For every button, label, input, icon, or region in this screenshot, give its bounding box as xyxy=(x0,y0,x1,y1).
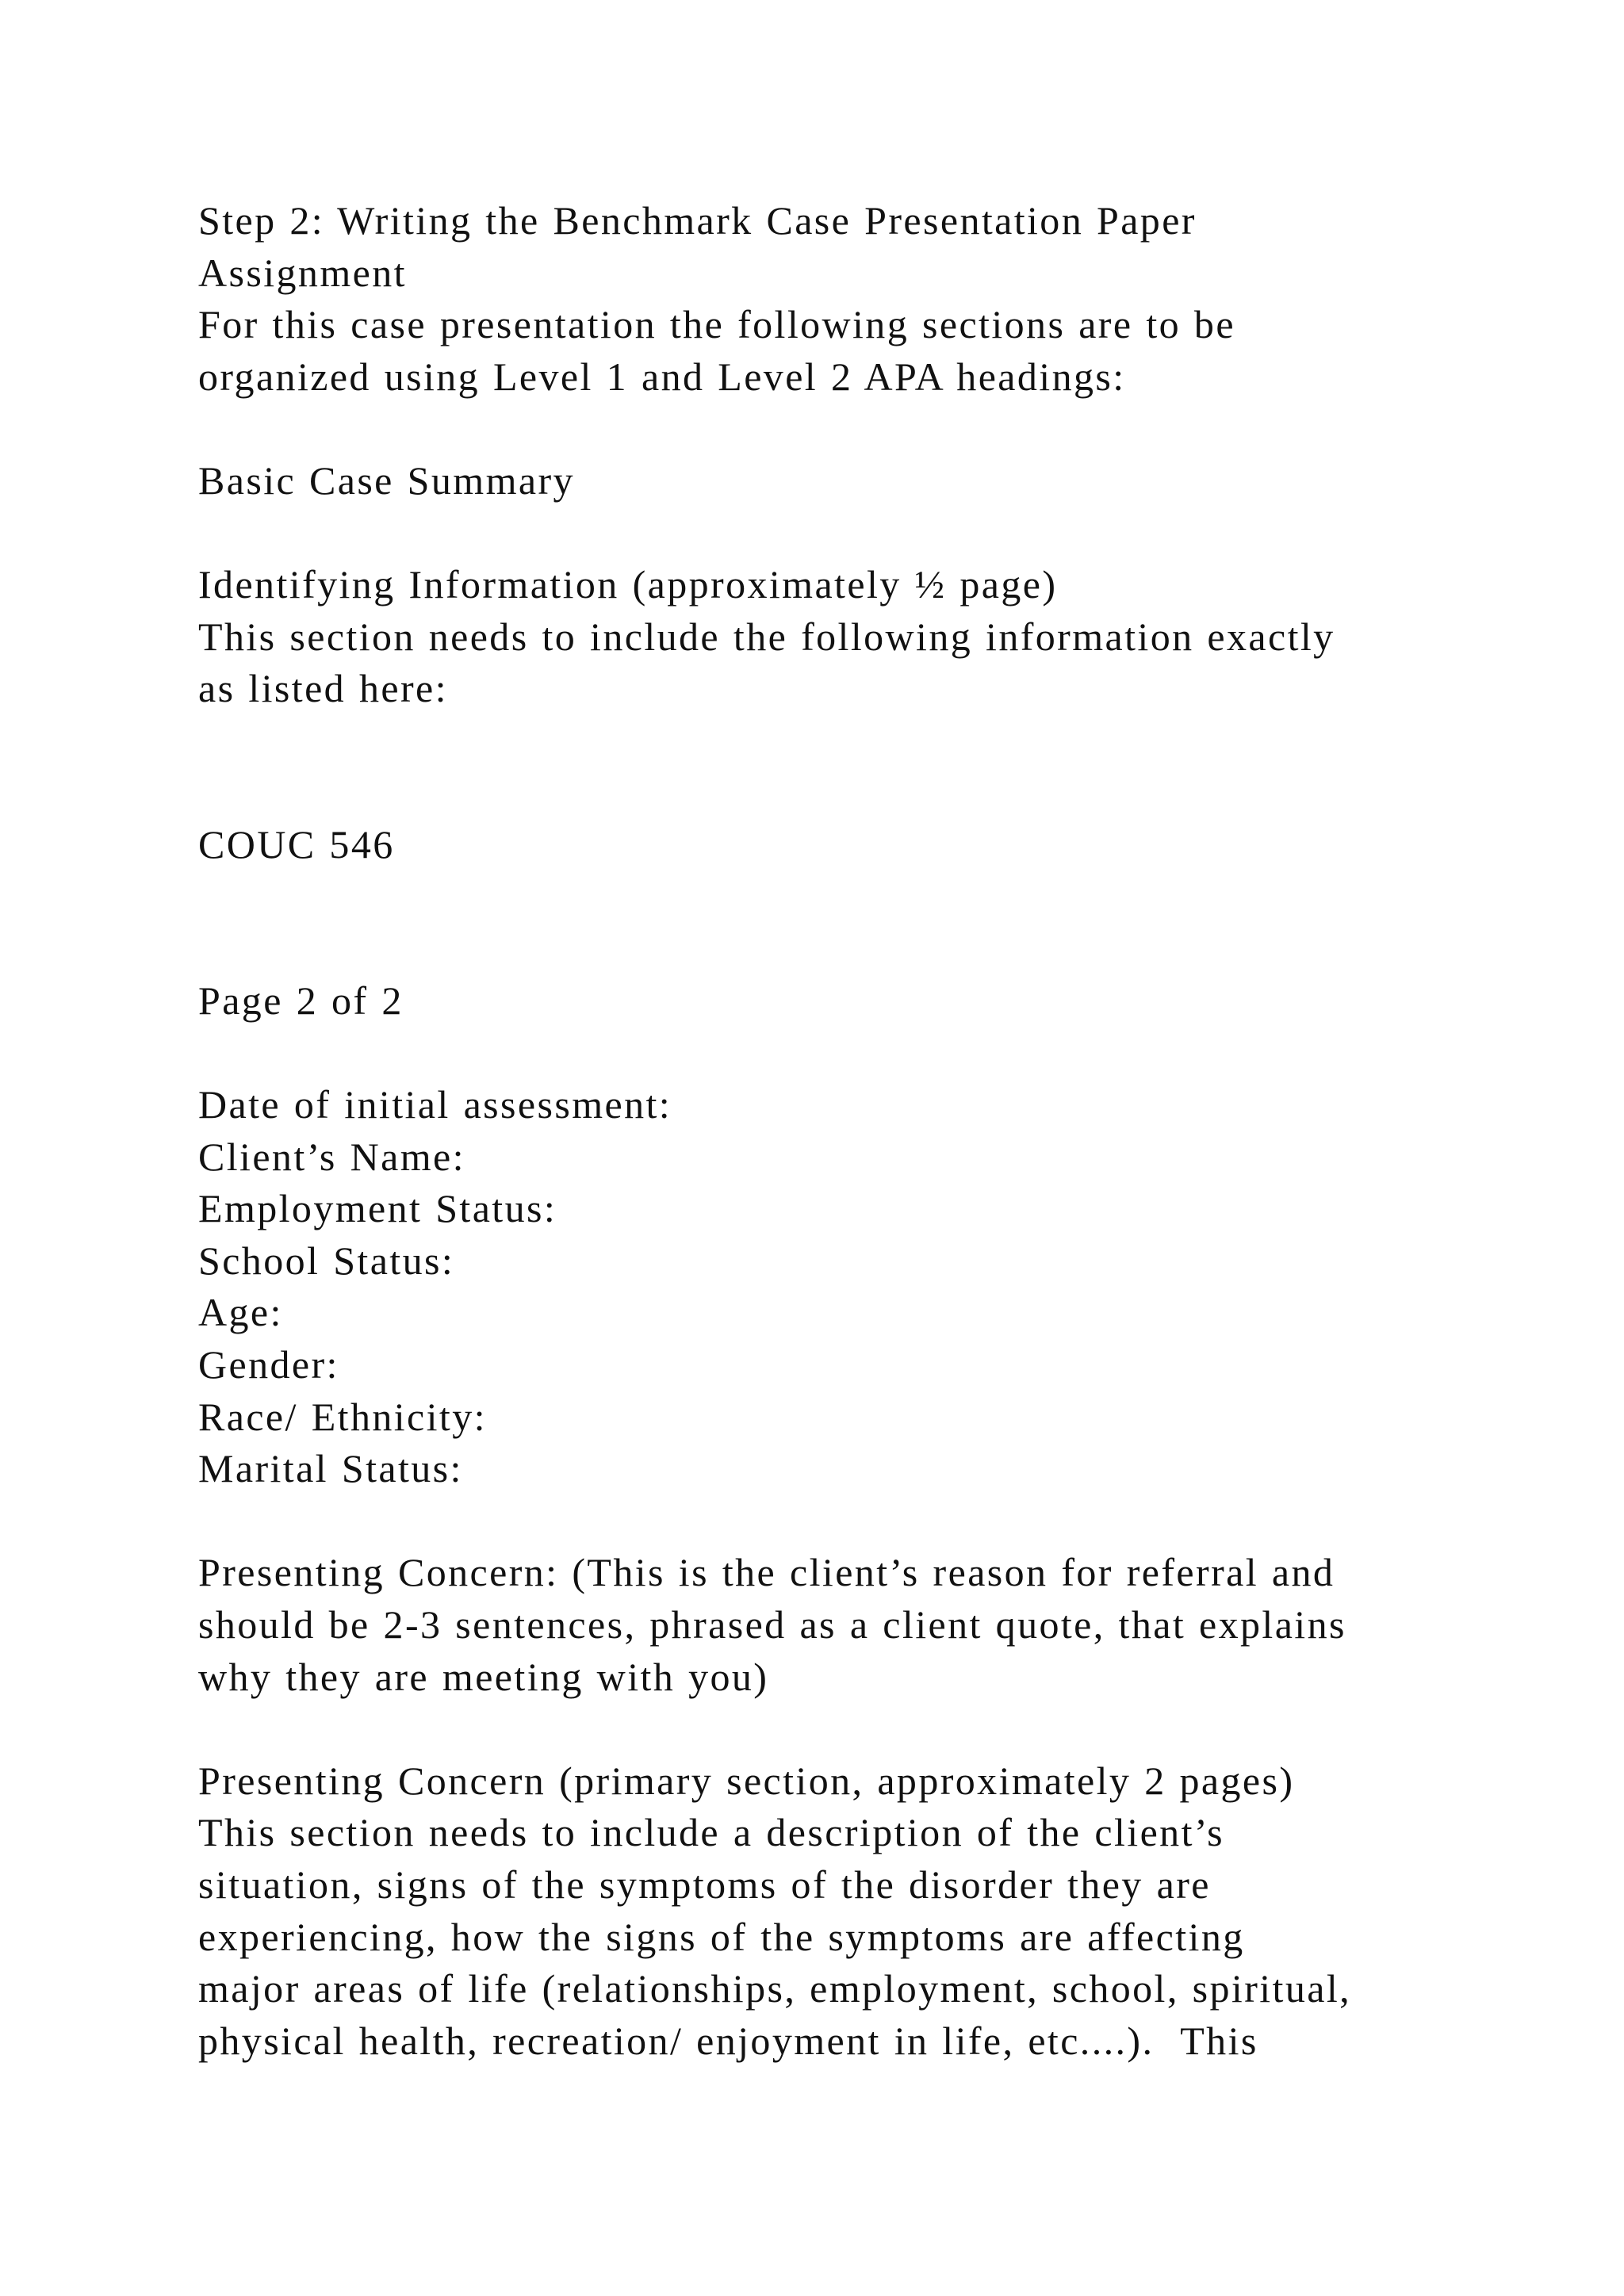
intro-line-2: organized using Level 1 and Level 2 APA headings: xyxy=(198,354,1126,399)
spacer xyxy=(198,507,1546,560)
presenting-concern-primary-line-5: physical health, recreation/ enjoyment in life, etc....). This xyxy=(198,2018,1258,2063)
field-client-name: Client’s Name: xyxy=(198,1134,465,1179)
presenting-concern-short-line-2: should be 2-3 sentences, phrased as a client quote, that explains xyxy=(198,1602,1346,1647)
spacer xyxy=(198,1495,1546,1548)
identifying-info-line-1: This section needs to include the following information exactly xyxy=(198,614,1335,659)
spacer xyxy=(198,767,1546,820)
presenting-concern-primary-heading: Presenting Concern (primary section, approximately 2 pages) xyxy=(198,1758,1295,1803)
document-body xyxy=(198,195,1546,2067)
spacer xyxy=(198,715,1546,767)
field-age: Age: xyxy=(198,1290,283,1335)
presenting-concern-primary-line-4: major areas of life (relationships, employment, school, spiritual, xyxy=(198,1966,1352,2011)
presenting-concern-primary-line-2: situation, signs of the symptoms of the disorder they are xyxy=(198,1862,1211,1907)
field-employment-status: Employment Status: xyxy=(198,1186,557,1231)
spacer xyxy=(198,871,1546,924)
intro-line-1: For this case presentation the following sections are to be xyxy=(198,302,1235,347)
page-indicator: Page 2 of 2 xyxy=(198,978,404,1023)
field-race-ethnicity: Race/ Ethnicity: xyxy=(198,1394,487,1439)
field-marital-status: Marital Status: xyxy=(198,1446,463,1491)
identifying-info-heading: Identifying Information (approximately ½ page) xyxy=(198,562,1058,607)
assignment-heading-line-1: Step 2: Writing the Benchmark Case Presentation Paper xyxy=(198,198,1197,243)
basic-case-summary-heading: Basic Case Summary xyxy=(198,457,575,503)
field-date-of-initial-assessment: Date of initial assessment: xyxy=(198,1082,672,1127)
assignment-heading-line-2: Assignment xyxy=(198,250,407,295)
field-gender: Gender: xyxy=(198,1342,339,1387)
presenting-concern-primary-line-3: experiencing, how the signs of the symptoms are affecting xyxy=(198,1914,1245,1959)
spacer xyxy=(198,923,1546,975)
course-code: COUC 546 xyxy=(198,822,395,867)
presenting-concern-short-line-1: Presenting Concern: (This is the client’s reason for referral and xyxy=(198,1550,1335,1595)
identifying-info-line-2: as listed here: xyxy=(198,666,448,711)
spacer xyxy=(198,1027,1546,1080)
spacer xyxy=(198,403,1546,455)
presenting-concern-primary-line-1: This section needs to include a description of the client’s xyxy=(198,1810,1225,1855)
spacer xyxy=(198,1703,1546,1755)
field-school-status: School Status: xyxy=(198,1238,455,1283)
presenting-concern-short-line-3: why they are meeting with you) xyxy=(198,1654,769,1699)
